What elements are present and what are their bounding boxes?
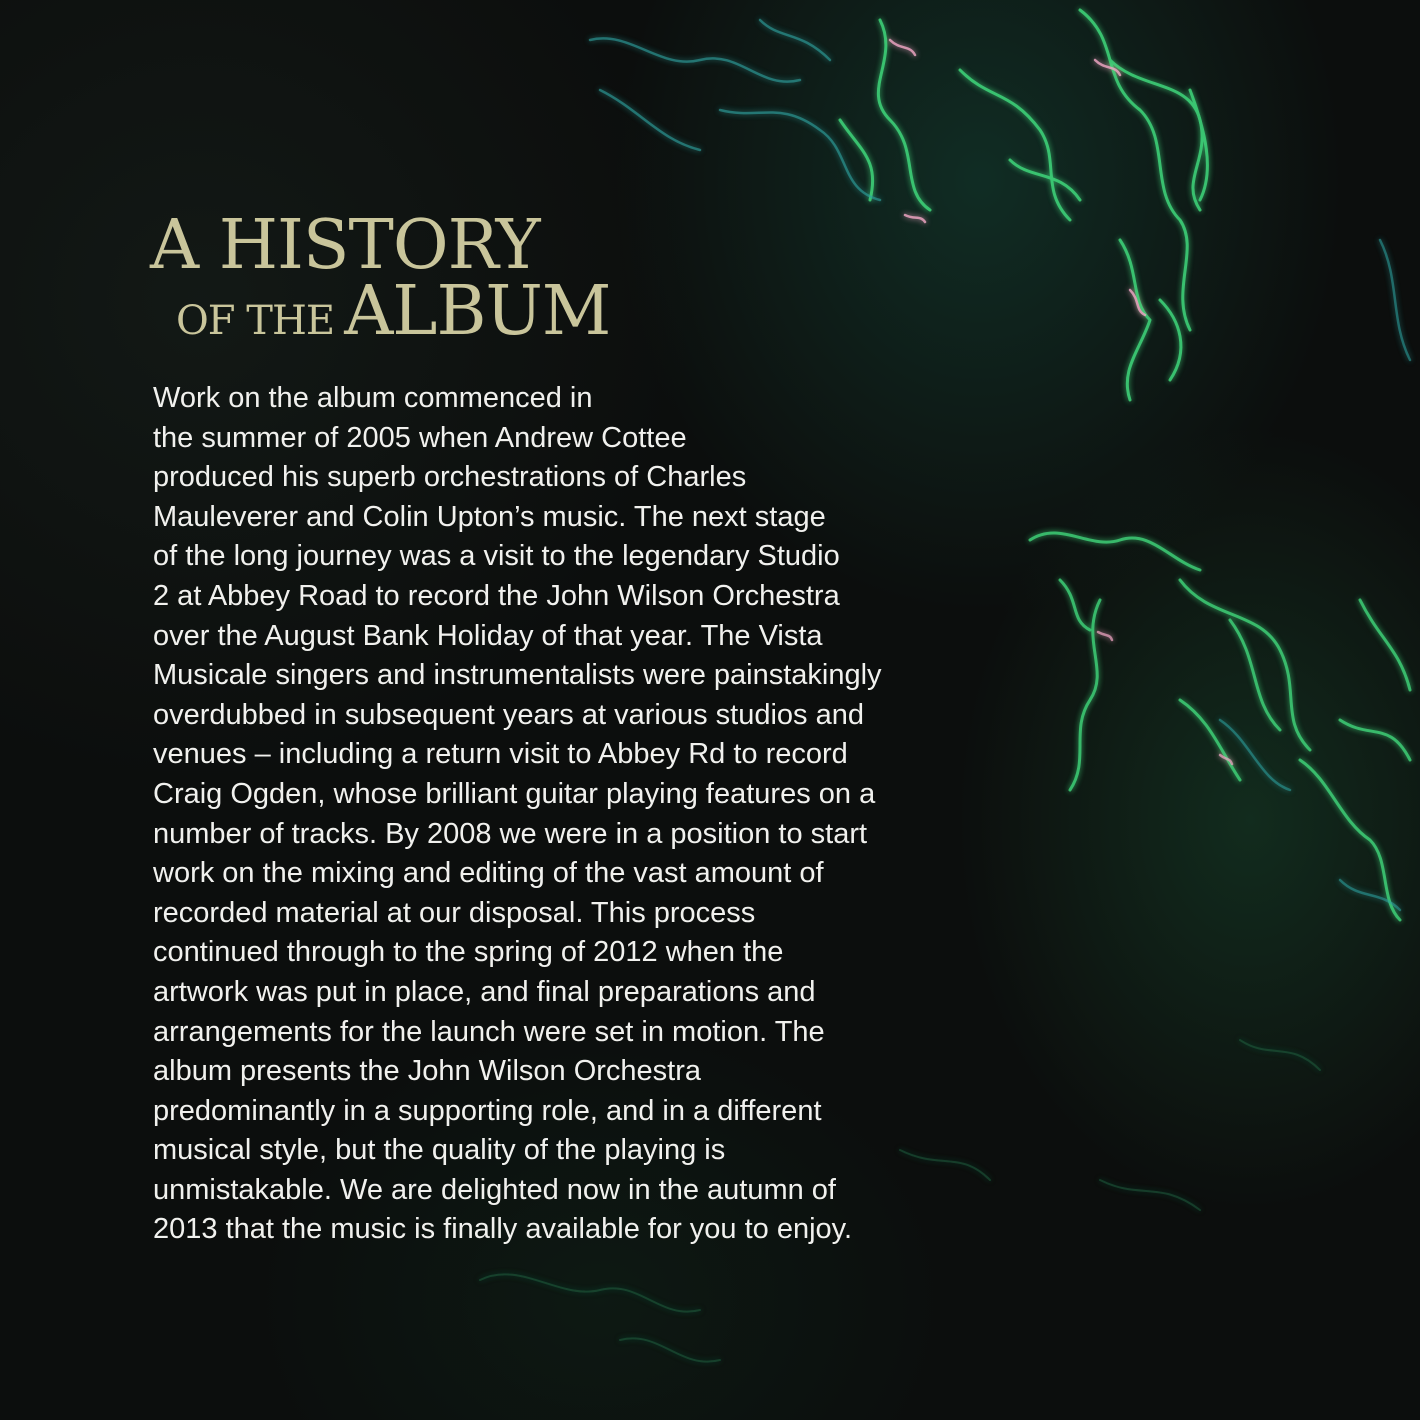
heading-line-2-big: ALBUM [344,272,611,351]
paragraph-line: Musicale singers and instrumentalists were painstakingly [153,659,882,692]
paragraph-line: Craig Ogden, whose brilliant guitar playing features on a [153,777,876,810]
paragraph-line: continued through to the spring of 2012 when the [153,936,784,969]
page-heading [150,206,611,351]
paragraph-line: arrangements for the launch were set in motion. The [153,1015,825,1048]
paragraph-line: over the August Bank Holiday of that year. The Vista [153,619,823,652]
paragraph-line: number of tracks. By 2008 we were in a position to start [153,817,868,850]
paragraph-line: the summer of 2005 when Andrew Cottee [153,421,687,454]
lower-pink-accents [1098,632,1232,764]
upper-pink-accents [890,40,1145,315]
heading-line-2-small: OF THE [176,298,335,344]
paragraph-line: predominantly in a supporting role, and in a different [153,1094,822,1127]
paragraph-line: 2013 that the music is finally available for you to enjoy. [153,1213,853,1246]
paragraph-line: recorded material at our disposal. This process [153,896,756,929]
upper-glow-pattern [840,10,1207,400]
heading-line-1: A HISTORY [150,206,540,285]
paragraph-line: Mauleverer and Colin Upton’s music. The next stage [153,500,826,533]
upper-teal-pattern [590,20,880,200]
paragraph-line: unmistakable. We are delighted now in the autumn of [153,1173,836,1206]
paragraph-line: work on the mixing and editing of the vast amount of [153,857,824,890]
paragraph-line: of the long journey was a visit to the legendary Studio [153,540,840,573]
lower-glow-pattern [1030,533,1410,920]
lower-teal-pattern [1220,240,1410,910]
paragraph-line: venues – including a return visit to Abbey Rd to record [153,738,848,771]
paragraph-line: 2 at Abbey Road to record the John Wilson Orchestra [153,579,840,612]
history-paragraph [153,379,953,1250]
paragraph-line: overdubbed in subsequent years at various studios and [153,698,864,731]
paragraph-line: artwork was put in place, and final preparations and [153,975,816,1008]
paragraph-line: musical style, but the quality of the playing is [153,1134,726,1167]
paragraph-line: Work on the album commenced in [153,382,593,414]
paragraph-line: produced his superb orchestrations of Charles [153,461,747,494]
heading-line-2 [150,272,611,351]
paragraph-line: album presents the John Wilson Orchestra [153,1055,702,1088]
